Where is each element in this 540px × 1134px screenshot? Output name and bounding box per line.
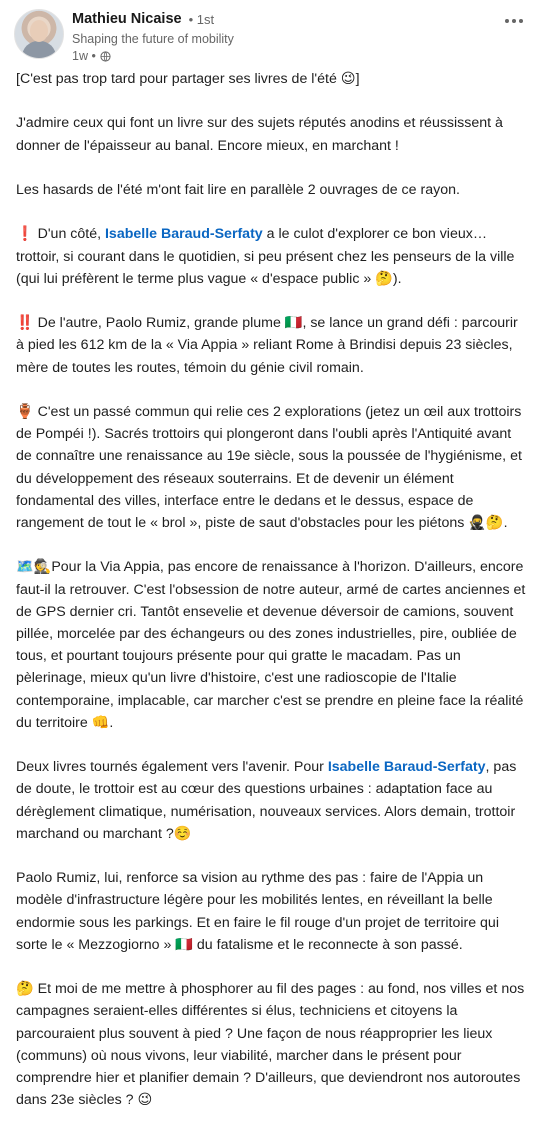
more-horizontal-icon-dot-1 — [505, 19, 509, 23]
avatar-face — [30, 20, 48, 42]
post-paragraph-3: Les hasards de l'été m'ont fait lire en parallèle 2 ouvrages de ce rayon. — [16, 181, 460, 198]
post-paragraph-1: [C'est pas trop tard pour partager ses livres de l'été 😉] — [16, 71, 360, 87]
post-paragraph-9: Paolo Rumiz, lui, renforce sa vision au rythme des pas : faire de l'Appia un modèle d'infrastructure légère pour les mobilités lentes, en réveillant la belle endormie sous les parkings. Et en faire le fil rouge d'un projet de territoire qui sorte le « Mezzogiorno » 🇮🇹 du fatalisme et le reconnecte à son passé. — [16, 870, 499, 953]
more-horizontal-icon-dot-2 — [512, 19, 516, 23]
post-header — [14, 8, 526, 66]
post-paragraph-8-start: Deux livres tournés également vers l'avenir. Pour — [16, 759, 328, 776]
avatar-shirt — [22, 41, 56, 59]
post-paragraph-8 — [16, 756, 526, 845]
author-headline: Shaping the future of mobility — [72, 32, 234, 46]
post-paragraph-7: 🗺️🕵️Pour la Via Appia, pas encore de renaissance à l'horizon. D'ailleurs, encore faut-il la retrouver. C'est l'obsession de notre auteur, armé de cartes anciennes et de GPS dernier cri. Tantôt ensevelie et devenue déversoir de camions, souvent pillée, morcelée par des échangeurs ou des zones industrielles, pire, oubliée de tous, et pourtant toujours présente pour qui gratte le macadam. Pas un pèlerinage, mieux qu'un livre d'histoire, c'est une radioscopie de l'Italie contemporaine, implacable, car marcher c'est se prendre en pleine face la réalité du territoire 👊. — [16, 559, 526, 731]
author-name[interactable]: Mathieu Nicaise — [72, 11, 182, 27]
post-paragraph-5: ‼️ De l'autre, Paolo Rumiz, grande plume 🇮🇹, se lance un grand défi : parcourir à pied les 612 km de la « Via Appia » reliant Rome à Brindisi depuis 23 siècles, mère de toutes les routes, témoin du génie civil romain. — [16, 315, 518, 376]
post-body — [16, 68, 526, 1134]
more-options-button[interactable] — [502, 12, 526, 30]
post-paragraph-6: 🏺 C'est un passé commun qui relie ces 2 explorations (jetez un œil aux trottoirs de Pompéi !). Sacrés trottoirs qui plongeront dans l'oubli après l'Antiquité avant de connaître une renaissance au 19e siècle, sous la poussée de l'hygiénisme, et du développement des réseaux souterrains. Et de devenir un élément fondamental des villes, interface entre le dedans et le dessus, espace de rangement de tout le « brol », piste de saut d'obstacles pour les piétons 🥷🤔. — [16, 403, 522, 531]
post-paragraph-2: J'admire ceux qui font un livre sur des sujets réputés anodins et réussissent à donner de l'épaisseur au banal. Encore mieux, en marchant ! — [16, 115, 503, 154]
author-name-line — [72, 9, 234, 29]
mention-isabelle-baraud-serfaty-2[interactable]: Isabelle Baraud-Serfaty — [327, 759, 486, 776]
globe-icon — [100, 51, 111, 62]
avatar[interactable] — [14, 9, 64, 59]
post-paragraph-10: 🤔 Et moi de me mettre à phosphorer au fil des pages : au fond, nos villes et nos campagnes seraient-elles différentes si élus, techniciens et citoyens la parcouraient plus souvent à pied ? Une façon de nous réapproprier les lieux (communs) où nous vivons, leur viabilité, marcher dans le présent pour comprendre hier et planifier demain ? D'ailleurs, que deviendront nos autoroutes dans 23e siècles ? 😉 — [16, 981, 525, 1109]
author-info — [72, 9, 234, 64]
post-paragraph-8-end: , pas de doute, le trottoir est au cœur des questions urbaines : adaptation face au dérèglement climatique, numérisation, nouveaux services. Alors demain, trottoir marchand ou marchant ?☺️ — [16, 759, 517, 842]
connection-degree: • 1st — [188, 11, 215, 27]
post-paragraph-4 — [16, 223, 526, 290]
more-horizontal-icon-dot-3 — [519, 19, 523, 23]
post-paragraph-4-start: ❗ D'un côté, — [16, 226, 105, 243]
mention-isabelle-baraud-serfaty[interactable]: Isabelle Baraud-Serfaty — [104, 226, 263, 243]
post-time-line — [72, 48, 234, 64]
post-time: 1w • — [72, 49, 96, 63]
post-paragraph-4-end: a le culot d'explorer ce bon vieux… trottoir, si courant dans le quotidien, si peu présent chez les penseurs de la ville (qui lui préfèrent le terme plus vague « d'espace public » 🤔). — [16, 226, 515, 287]
